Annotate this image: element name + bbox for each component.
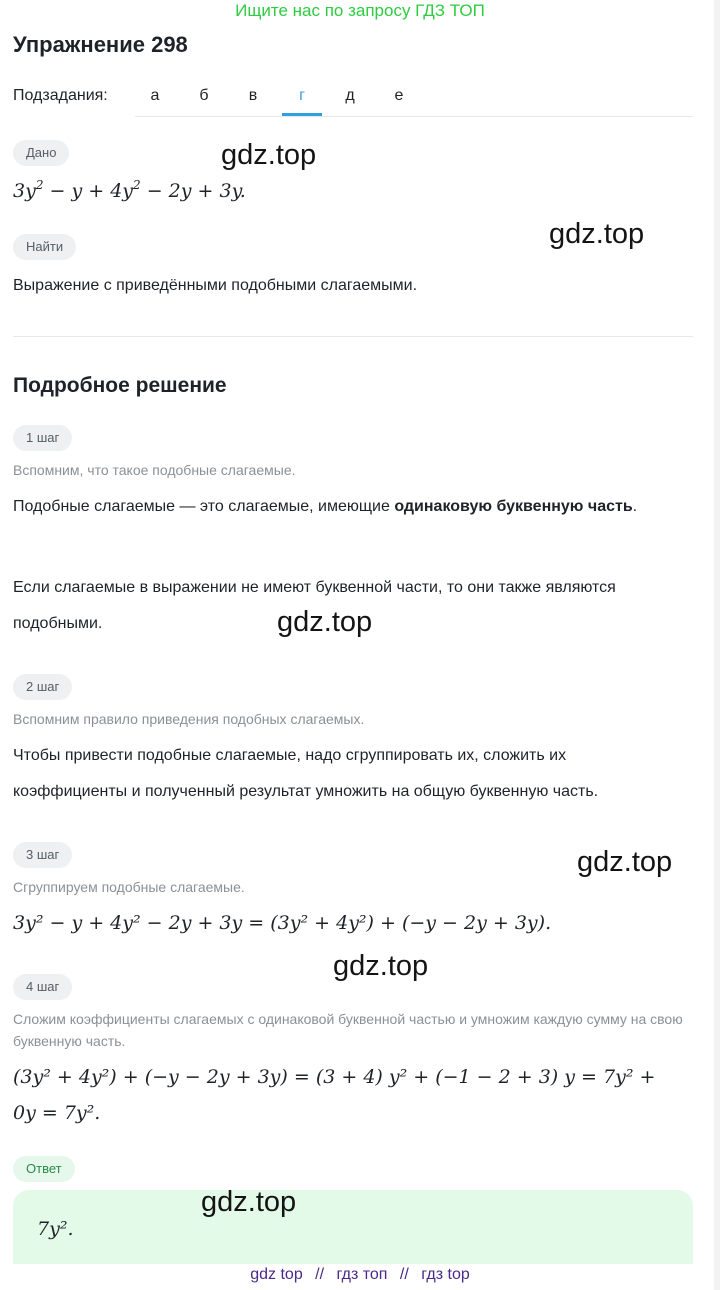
watermark: gdz.top	[201, 1186, 297, 1218]
footer-links	[0, 1263, 720, 1287]
footer-separator: //	[315, 1266, 325, 1283]
step-3-expression: 3y² − y + 4y² − 2y + 3y = (3y² + 4y²) + (−y − 2y + 3y).	[13, 912, 552, 934]
watermark: gdz.top	[577, 846, 673, 878]
watermark: gdz.top	[221, 139, 317, 171]
footer-link-gdz-top-mixed[interactable]: гдз top	[421, 1266, 470, 1283]
tab-subtask-g[interactable]: г	[282, 80, 322, 116]
step-3-pill: 3 шаг	[13, 842, 72, 868]
section-divider	[13, 336, 693, 337]
subtasks-label: Подзадания:	[13, 87, 108, 104]
page-title: Упражнение 298	[13, 32, 188, 57]
step-1-hint: Вспомним, что такое подобные слагаемые.	[13, 462, 296, 478]
step-1-text: Подобные слагаемые — это слагаемые, имеющие одинаковую буквенную часть.	[13, 498, 638, 515]
step-4-hint: Сложим коэффициенты слагаемых с одинаковой буквенной частью и умножим каждую сумму на свою буквенную часть.	[13, 1011, 683, 1049]
solution-title: Подробное решение	[13, 374, 227, 397]
answer-pill: Ответ	[13, 1156, 75, 1182]
answer-box	[13, 1190, 693, 1264]
step-4-expression-line-1: (3y² + 4y²) + (−y − 2y + 3y) = (3 + 4) y² + (−1 − 2 + 3) y = 7y² +	[13, 1066, 656, 1088]
subtask-tabs	[135, 80, 693, 117]
tab-subtask-d[interactable]: д	[345, 87, 355, 104]
scrollbar-track[interactable]	[714, 0, 720, 1290]
step-3-hint: Сгруппируем подобные слагаемые.	[13, 879, 245, 895]
footer-link-gdz-top[interactable]: gdz top	[250, 1266, 303, 1283]
watermark: gdz.top	[277, 606, 373, 638]
step-2-text: Чтобы привести подобные слагаемые, надо сгруппировать их, сложить их коэффициенты и полученный результат умножить на общую буквенную часть.	[13, 747, 599, 800]
given-pill: Дано	[13, 140, 69, 166]
tab-subtask-a[interactable]: а	[150, 87, 160, 104]
step-1-pill: 1 шаг	[13, 425, 72, 451]
tab-subtask-e[interactable]: е	[394, 87, 404, 104]
given-expression: $3y^2 - y + 4y^2 - 2y + 3y$.	[13, 178, 246, 202]
find-text: Выражение с приведёнными подобными слагаемыми.	[13, 277, 418, 294]
promo-banner[interactable]: Ищите нас по запросу ГДЗ ТОП	[235, 1, 485, 20]
step-4-pill: 4 шаг	[13, 974, 72, 1000]
step-2-hint: Вспомним правило приведения подобных слагаемых.	[13, 711, 365, 727]
watermark: gdz.top	[549, 218, 645, 250]
footer-separator: //	[399, 1266, 409, 1283]
tab-subtask-b[interactable]: б	[199, 87, 209, 104]
tab-subtask-v[interactable]: в	[248, 87, 258, 104]
answer-value: 7y².	[37, 1218, 74, 1240]
step-1-text-2: Если слагаемые в выражении не имеют буквенной части, то они также являются подобными.	[13, 579, 616, 632]
footer-link-gdz-top-ru[interactable]: гдз топ	[336, 1266, 388, 1283]
find-pill: Найти	[13, 234, 76, 260]
step-4-expression-line-2: 0y = 7y².	[13, 1102, 101, 1124]
watermark: gdz.top	[333, 950, 429, 982]
step-2-pill: 2 шаг	[13, 674, 72, 700]
